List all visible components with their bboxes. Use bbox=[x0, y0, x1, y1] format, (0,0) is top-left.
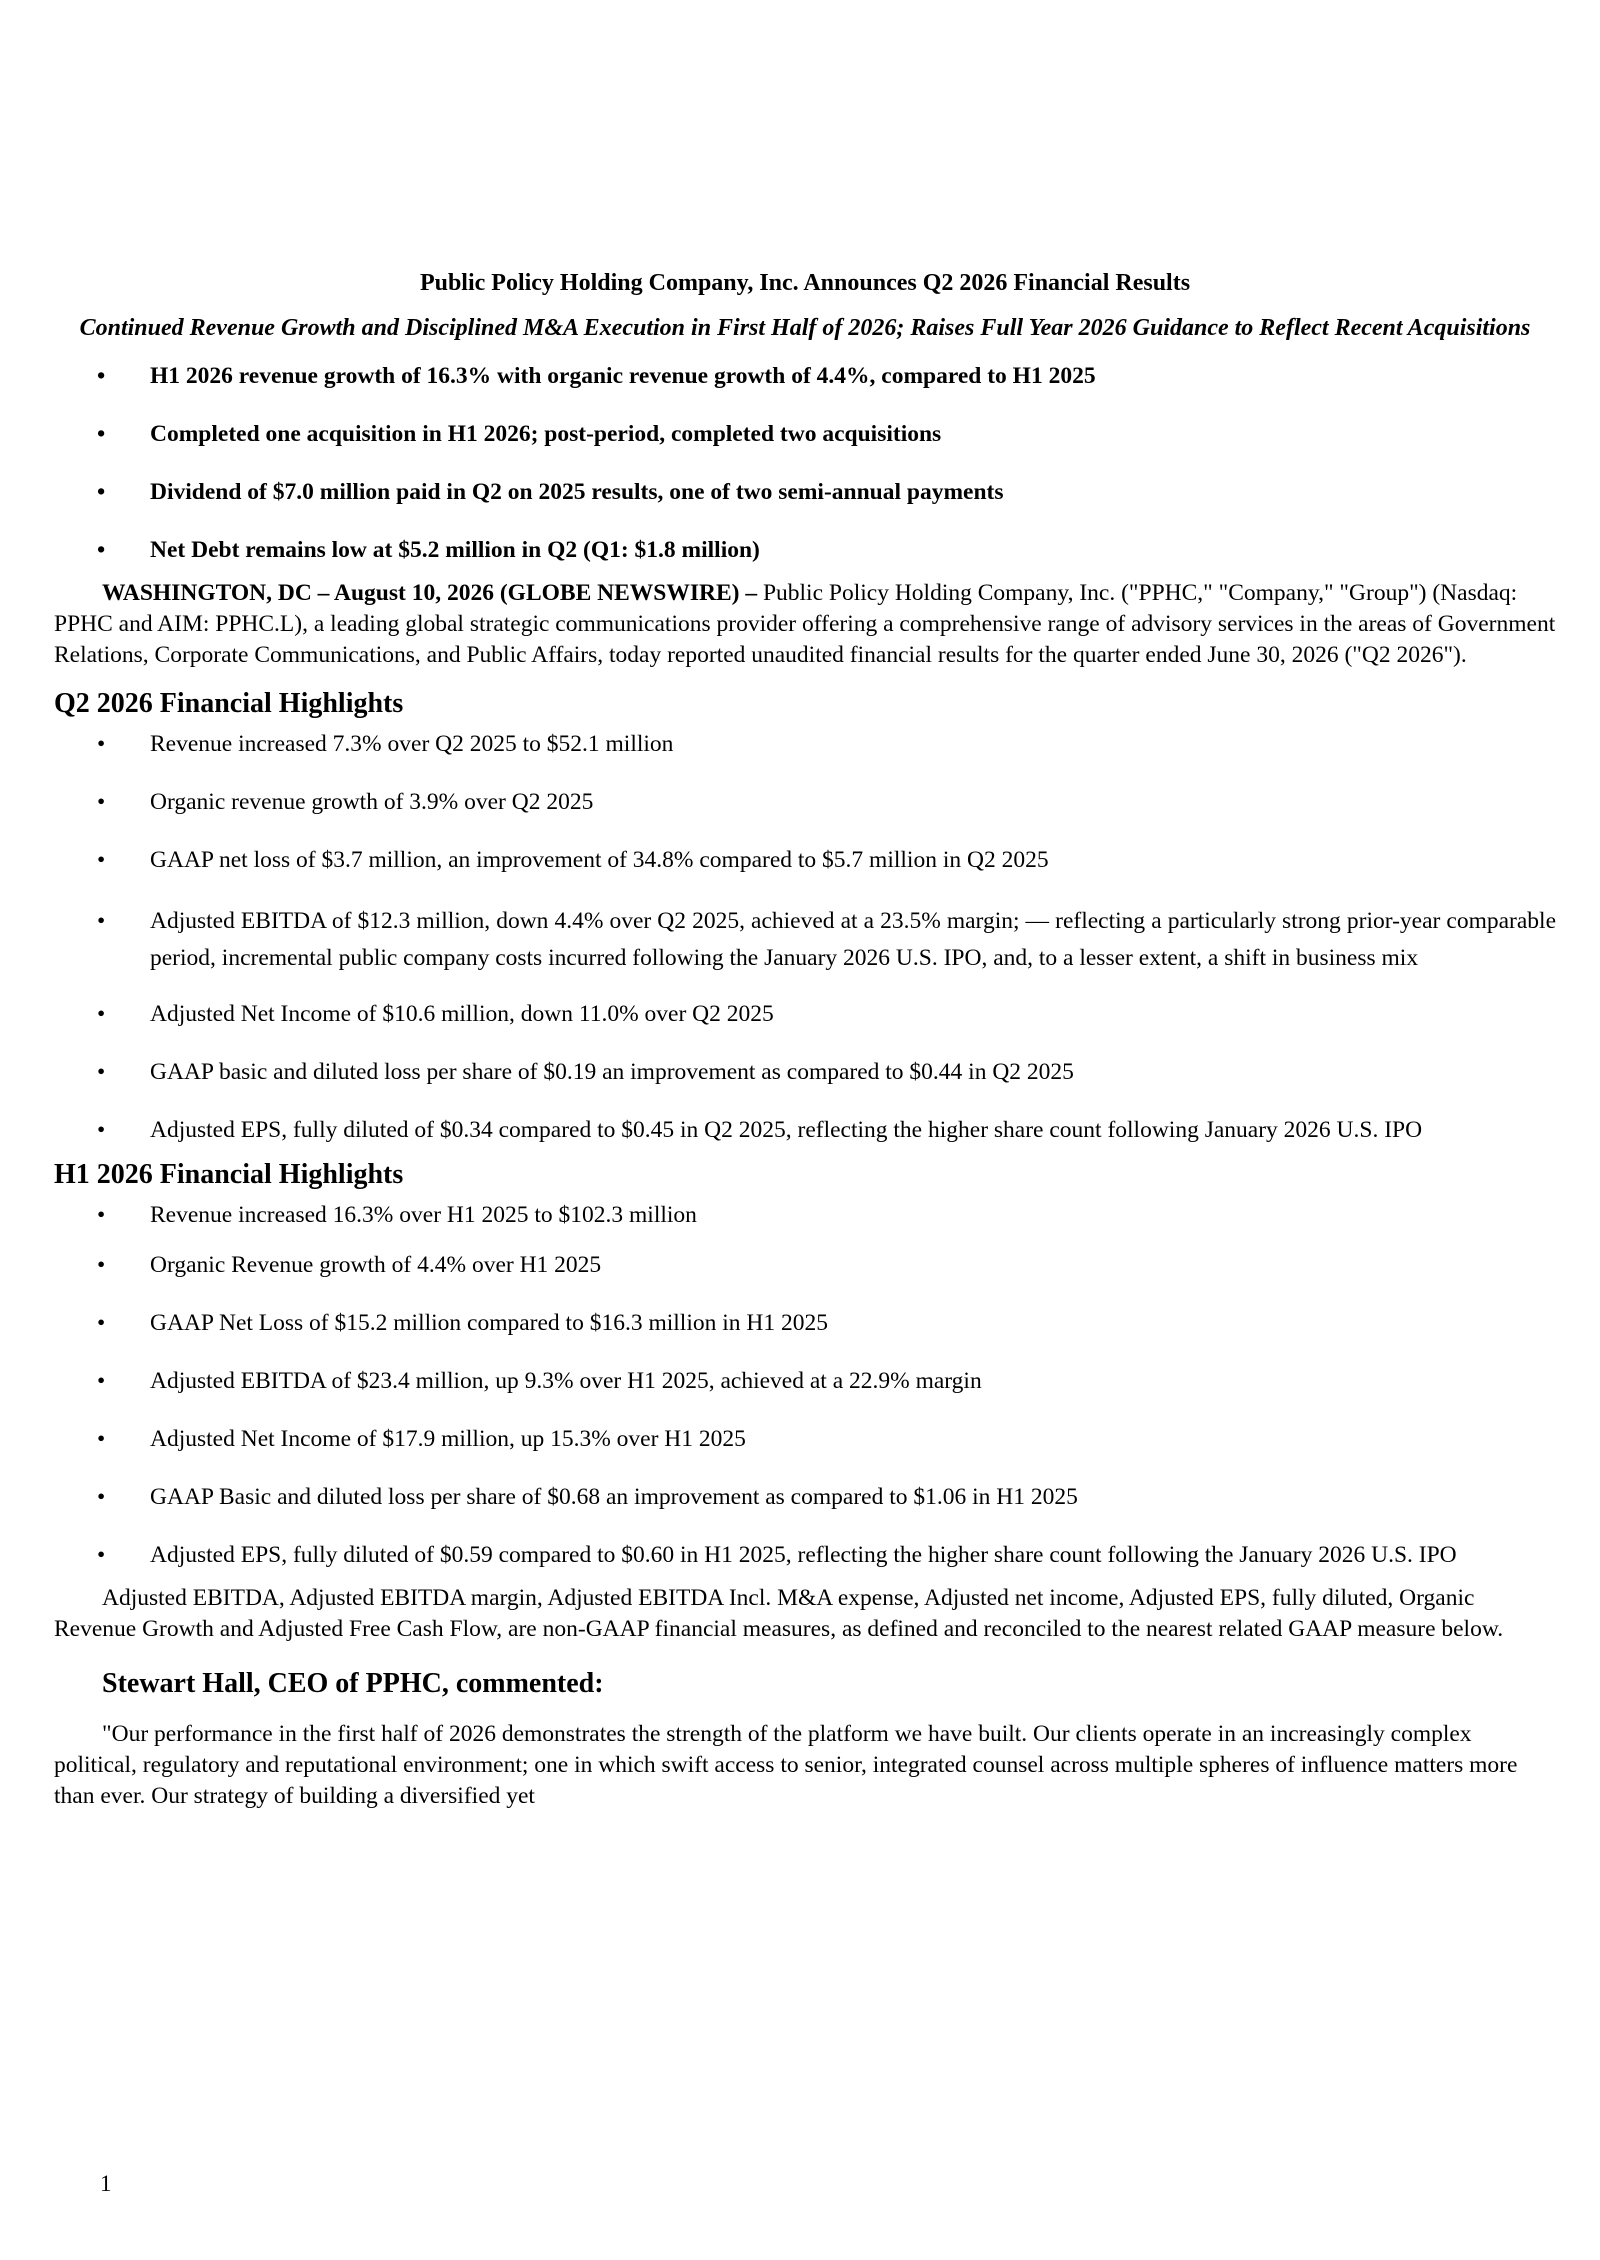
list-item: • Completed one acquisition in H1 2026; post-period, completed two acquisitions bbox=[54, 419, 1556, 450]
bullet-icon: • bbox=[97, 1542, 106, 1568]
page-subtitle: Continued Revenue Growth and Disciplined M&A Execution in First Half of 2026; Raises Full Year 2026 Guidance to Reflect Recent Acquisitions bbox=[79, 315, 1531, 341]
non-gaap-note: Adjusted EBITDA, Adjusted EBITDA margin, Adjusted EBITDA Incl. M&A expense, Adjusted net income, Adjusted EPS, fully diluted, Organic Revenue Growth and Adjusted Free Cash Flow, are non-GAAP financial measures, as defined and reconciled to the nearest related GAAP measure below. bbox=[54, 1585, 1504, 1642]
list-item: • Adjusted EPS, fully diluted of $0.34 compared to $0.45 in Q2 2025, reflecting the higher share count following January 2026 U.S. IPO bbox=[54, 1115, 1556, 1146]
list-item: • Adjusted Net Income of $17.9 million, up 15.3% over H1 2025 bbox=[54, 1424, 1556, 1455]
list-item: • Dividend of $7.0 million paid in Q2 on 2025 results, one of two semi-annual payments bbox=[54, 477, 1556, 508]
list-item: • Adjusted EPS, fully diluted of $0.59 compared to $0.60 in H1 2025, reflecting the higher share count following the January 2026 U.S. IPO bbox=[54, 1540, 1556, 1571]
ceo-heading: Stewart Hall, CEO of PPHC, commented: bbox=[102, 1668, 604, 1699]
intro-text: Public Policy Holding Company, Inc. ("PPHC," "Company," "Group") (Nasdaq: PPHC and AIM: PPHC.L), a leading global strategic communications provider offering a comprehensive range of advisory services in the areas of Government Relations, Corporate Communications, and Public Affairs, today reported unaudited financial results for the quarter ended June 30, 2026 ("Q2 2026"). bbox=[54, 580, 1556, 668]
bullet-icon: • bbox=[97, 1368, 106, 1394]
bullet-icon: • bbox=[97, 479, 106, 505]
list-item: • Adjusted EBITDA of $12.3 million, down 4.4% over Q2 2025, achieved at a 23.5% margin; — reflecting a particularly strong prior-year comparable period, incremental public company costs incurred following the January 2026 U.S. IPO, and, to a lesser extent, a shift in business mix bbox=[54, 903, 1556, 977]
h1-highlights-list bbox=[54, 1200, 1556, 1571]
list-item: • Organic Revenue growth of 4.4% over H1 2025 bbox=[54, 1250, 1556, 1281]
bullet-icon: • bbox=[97, 537, 106, 563]
list-item: • Adjusted Net Income of $10.6 million, down 11.0% over Q2 2025 bbox=[54, 999, 1556, 1030]
list-item: • GAAP Net Loss of $15.2 million compared to $16.3 million in H1 2025 bbox=[54, 1308, 1556, 1339]
page-title: Public Policy Holding Company, Inc. Announces Q2 2026 Financial Results bbox=[419, 270, 1191, 296]
list-item: • Adjusted EBITDA of $23.4 million, up 9.3% over H1 2025, achieved at a 22.9% margin bbox=[54, 1366, 1556, 1397]
list-item: • GAAP Basic and diluted loss per share of $0.68 an improvement as compared to $1.06 in H1 2025 bbox=[54, 1482, 1556, 1513]
list-item: • Revenue increased 16.3% over H1 2025 to $102.3 million bbox=[54, 1200, 1556, 1231]
bullet-icon: • bbox=[97, 789, 106, 815]
bullet-icon: • bbox=[97, 1001, 106, 1027]
list-item: • GAAP basic and diluted loss per share of $0.19 an improvement as compared to $0.44 in Q2 2025 bbox=[54, 1057, 1556, 1088]
list-item: • Organic revenue growth of 3.9% over Q2 2025 bbox=[54, 787, 1556, 818]
dateline: WASHINGTON, DC – August 10, 2026 (GLOBE NEWSWIRE) – bbox=[102, 580, 758, 606]
list-item: • GAAP net loss of $3.7 million, an improvement of 34.8% compared to $5.7 million in Q2 2025 bbox=[54, 845, 1556, 876]
list-item: • Net Debt remains low at $5.2 million in Q2 (Q1: $1.8 million) bbox=[54, 535, 1556, 566]
key-points-list bbox=[54, 361, 1556, 566]
bullet-icon: • bbox=[97, 1059, 106, 1085]
press-release-page bbox=[54, 268, 1556, 1812]
bullet-icon: • bbox=[97, 1310, 106, 1336]
bullet-icon: • bbox=[97, 847, 106, 873]
bullet-icon: • bbox=[97, 1117, 106, 1143]
bullet-icon: • bbox=[97, 363, 106, 389]
bullet-icon: • bbox=[97, 1252, 106, 1278]
intro-paragraph bbox=[54, 578, 1556, 671]
bullet-icon: • bbox=[97, 1202, 106, 1228]
bullet-icon: • bbox=[97, 1484, 106, 1510]
list-item: • Revenue increased 7.3% over Q2 2025 to $52.1 million bbox=[54, 729, 1556, 760]
h1-heading: H1 2026 Financial Highlights bbox=[54, 1159, 404, 1190]
list-item: • H1 2026 revenue growth of 16.3% with organic revenue growth of 4.4%, compared to H1 2025 bbox=[54, 361, 1556, 392]
q2-highlights-list bbox=[54, 729, 1556, 1146]
bullet-icon: • bbox=[97, 731, 106, 757]
page-number: 1 bbox=[100, 2171, 112, 2196]
bullet-icon: • bbox=[97, 421, 106, 447]
bullet-icon: • bbox=[97, 908, 106, 934]
bullet-icon: • bbox=[97, 1426, 106, 1452]
q2-heading: Q2 2026 Financial Highlights bbox=[54, 688, 404, 719]
ceo-quote: "Our performance in the first half of 2026 demonstrates the strength of the platform we have built. Our clients operate in an increasingly complex political, regulatory and reputational environment; one in which swift access to senior, integrated counsel across multiple spheres of influence matters more than ever. Our strategy of building a diversified yet bbox=[54, 1721, 1518, 1809]
